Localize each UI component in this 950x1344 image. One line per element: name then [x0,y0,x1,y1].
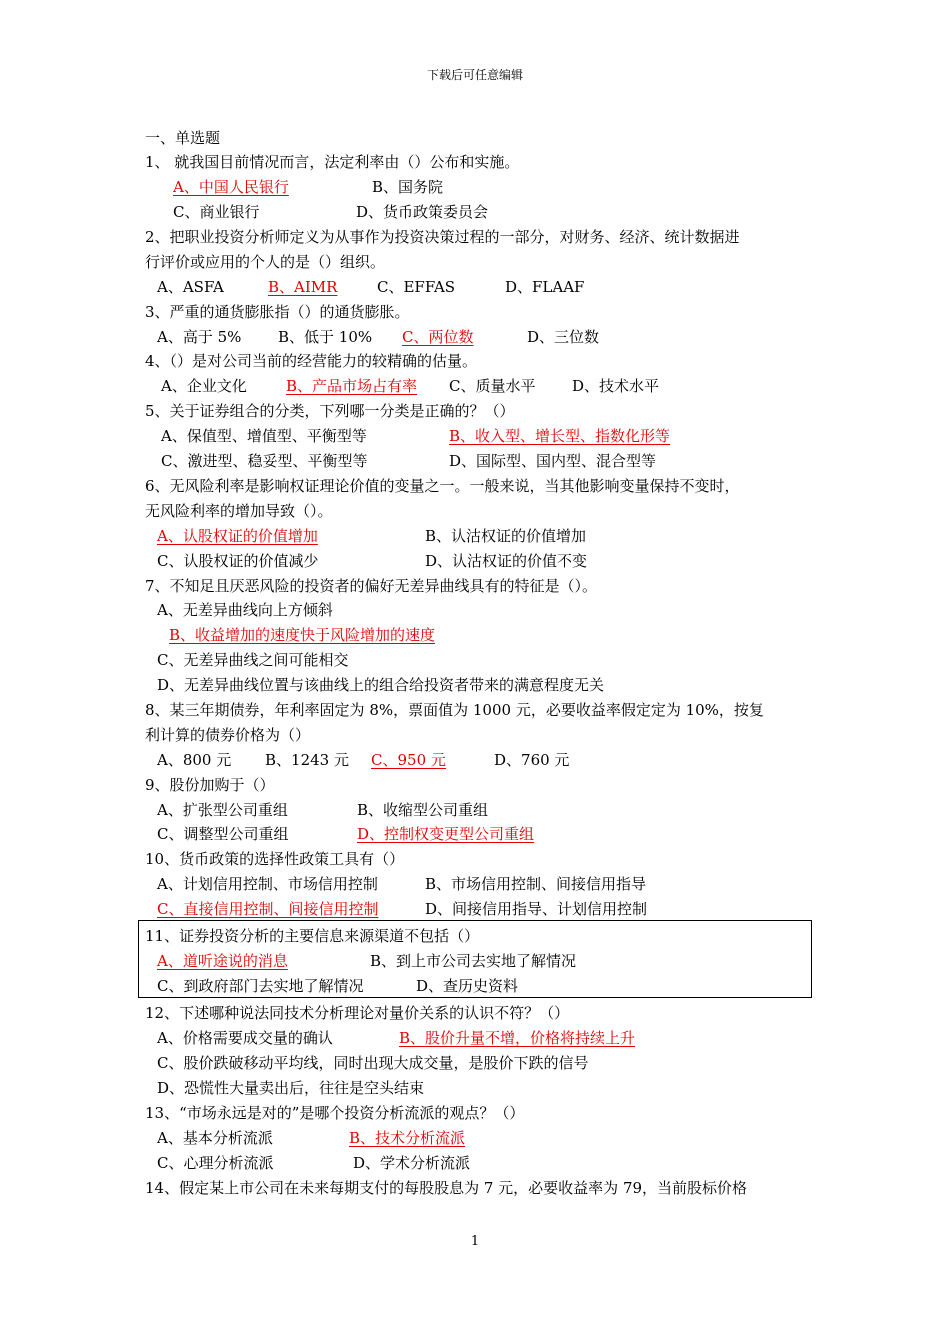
question-5: 5、关于证券组合的分类，下列哪一分类是正确的？（） [145,402,515,420]
question-3: 3、严重的通货膨胀指（）的通货膨胀。 [145,303,410,321]
q3-option-a: A、高于 5% [157,328,242,346]
q9-option-d-answer: D、控制权变更型公司重组 [357,825,535,843]
question-12: 12、下述哪种说法同技术分析理论对量价关系的认识不符？（） [145,1004,570,1022]
q6-option-b: B、认沽权证的价值增加 [425,527,587,545]
q8-option-a: A、800 元 [157,751,232,769]
question-6-line-2: 无风险利率的增加导致（）。 [145,502,333,520]
question-2-line-2: 行评价或应用的个人的是（）组织。 [145,253,386,271]
question-8-line-2: 利计算的债券价格为（） [145,726,311,744]
page-header: 下载后可任意编辑 [426,68,523,82]
q12-option-d: D、恐慌性大量卖出后，往往是空头结束 [157,1079,425,1097]
q4-option-d: D、技术水平 [572,377,660,395]
q7-option-b-answer: B、收益增加的速度快于风险增加的速度 [169,626,436,644]
q1-option-a-answer: A、中国人民银行 [173,178,289,196]
q7-option-a: A、无差异曲线向上方倾斜 [157,601,333,619]
q4-option-c: C、质量水平 [449,377,536,395]
q13-option-d: D、学术分析流派 [353,1154,471,1172]
q8-option-b: B、1243 元 [265,751,349,769]
q3-option-c-answer: C、两位数 [402,328,474,346]
page-number: 1 [470,1234,480,1249]
q9-option-a: A、扩张型公司重组 [157,801,288,819]
q9-option-b: B、收缩型公司重组 [357,801,489,819]
q1-option-c: C、商业银行 [173,203,260,221]
question-8-line-1: 8、某三年期债券，年利率固定为 8%，票面值为 1000 元，必要收益率假定定为 10%，按复 [145,701,764,719]
q5-option-b-answer: B、收入型、增长型、指数化形等 [449,427,671,445]
q1-option-d: D、货币政策委员会 [356,203,489,221]
question-4: 4、（）是对公司当前的经营能力的较精确的估量。 [145,352,478,370]
q6-option-d: D、认沽权证的价值不变 [425,552,588,570]
q12-option-a: A、价格需要成交量的确认 [157,1029,333,1047]
q5-option-a: A、保值型、增值型、平衡型等 [161,427,367,445]
q10-option-a: A、计划信用控制、市场信用控制 [157,875,378,893]
q12-option-c: C、股价跌破移动平均线，同时出现大成交量，是股价下跌的信号 [157,1054,589,1072]
q10-option-b: B、市场信用控制、间接信用指导 [425,875,647,893]
q8-option-d: D、760 元 [494,751,570,769]
q6-option-a-answer: A、认股权证的价值增加 [157,527,318,545]
q5-option-d: D、国际型、国内型、混合型等 [449,452,657,470]
q2-option-a: A、ASFA [157,278,224,296]
question-7: 7、不知足且厌恶风险的投资者的偏好无差异曲线具有的特征是（）。 [145,577,598,595]
q1-option-b: B、国务院 [372,178,444,196]
question-14: 14、假定某上市公司在未来每期支付的每股股息为 7 元，必要收益率为 79，当前股标价格 [145,1179,748,1197]
q2-option-b-answer: B、AIMR [268,278,338,296]
q13-option-a: A、基本分析流派 [157,1129,273,1147]
q13-option-c: C、心理分析流派 [157,1154,274,1172]
q11-option-a-answer: A、道听途说的消息 [157,952,288,970]
q10-option-c-answer: C、直接信用控制、间接信用控制 [157,900,379,918]
q7-option-c: C、无差异曲线之间可能相交 [157,651,349,669]
question-1: 1、 就我国目前情况而言，法定利率由（）公布和实施。 [145,153,520,171]
q3-option-d: D、三位数 [527,328,600,346]
q2-option-c: C、EFFAS [377,278,456,296]
q4-option-b-answer: B、产品市场占有率 [286,377,418,395]
q10-option-d: D、间接信用指导、计划信用控制 [425,900,648,918]
section-title: 一、单选题 [145,129,221,147]
q9-option-c: C、调整型公司重组 [157,825,289,843]
q8-option-c-answer: C、950 元 [371,751,446,769]
question-6-line-1: 6、无风险利率是影响权证理论价值的变量之一。一般来说，当其他影响变量保持不变时， [145,477,740,495]
question-13: 13、“市场永远是对的”是哪个投资分析流派的观点？（） [145,1104,525,1122]
q11-option-b: B、到上市公司去实地了解情况 [370,952,577,970]
q6-option-c: C、认股权证的价值减少 [157,552,319,570]
q13-option-b-answer: B、技术分析流派 [349,1129,466,1147]
q3-option-b: B、低于 10% [278,328,373,346]
q5-option-c: C、激进型、稳妥型、平衡型等 [161,452,368,470]
question-2-line-1: 2、把职业投资分析师定义为从事作为投资决策过程的一部分，对财务、经济、统计数据进 [145,228,740,246]
q4-option-a: A、企业文化 [161,377,247,395]
q11-option-c: C、到政府部门去实地了解情况 [157,977,364,995]
question-10: 10、货币政策的选择性政策工具有（） [145,850,405,868]
question-9: 9、股份加购于（） [145,776,275,794]
q2-option-d: D、FLAAF [505,278,585,296]
question-11: 11、证券投资分析的主要信息来源渠道不包括（） [145,927,480,945]
q11-option-d: D、查历史资料 [416,977,519,995]
q7-option-d: D、无差异曲线位置与该曲线上的组合给投资者带来的满意程度无关 [157,676,605,694]
q12-option-b-answer: B、股价升量不增，价格将持续上升 [399,1029,636,1047]
